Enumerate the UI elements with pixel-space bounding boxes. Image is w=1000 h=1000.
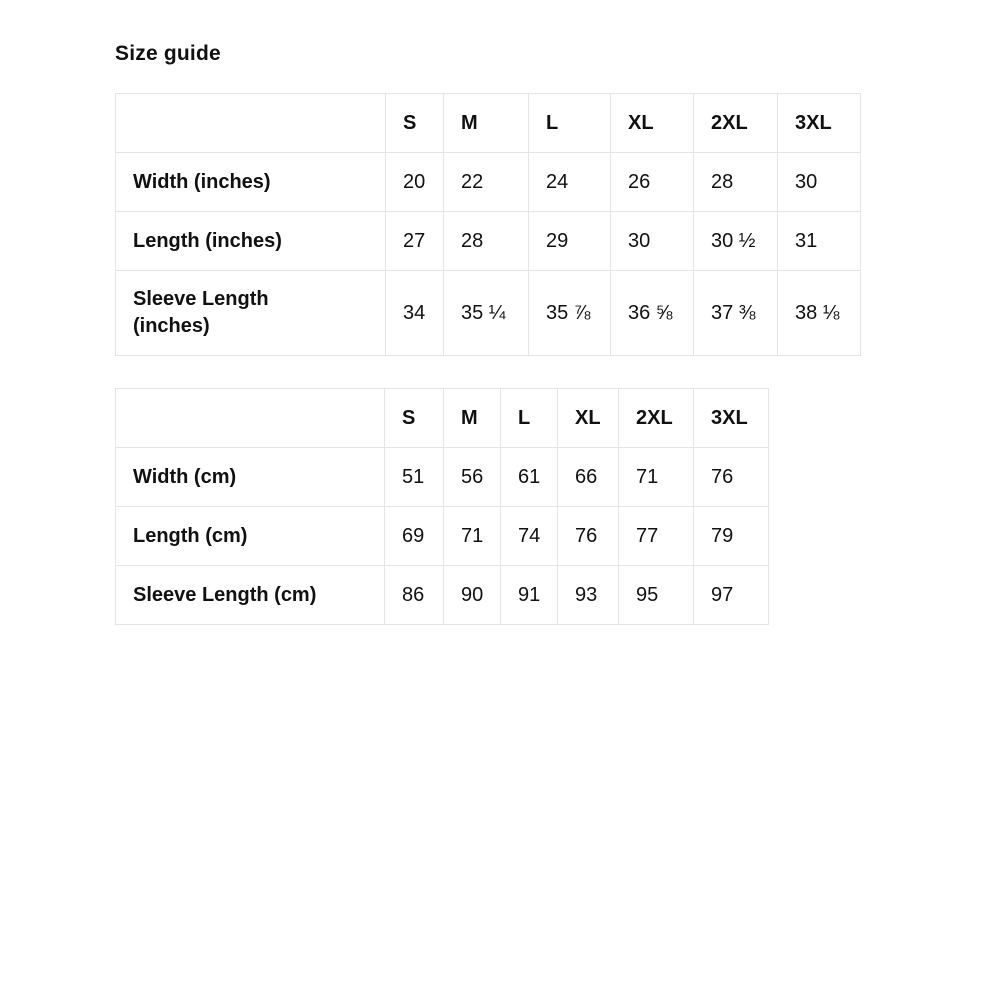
size-value-cell: 22 [444, 153, 529, 212]
size-value-cell: 74 [501, 507, 558, 566]
size-value-cell: 31 [778, 212, 861, 271]
size-value-cell: 77 [619, 507, 694, 566]
row-label: Sleeve Length (cm) [116, 566, 385, 625]
column-header-l: L [529, 94, 611, 153]
size-value-cell: 20 [386, 153, 444, 212]
column-header-2xl: 2XL [694, 94, 778, 153]
size-value-cell: 61 [501, 448, 558, 507]
size-value-cell: 69 [385, 507, 444, 566]
size-value-cell: 95 [619, 566, 694, 625]
size-value-cell: 30 ½ [694, 212, 778, 271]
corner-cell [116, 389, 385, 448]
size-value-cell: 76 [694, 448, 769, 507]
table-row-width-cm [116, 448, 769, 507]
size-value-cell: 51 [385, 448, 444, 507]
column-header-3xl: 3XL [694, 389, 769, 448]
size-value-cell: 35 ⅞ [529, 271, 611, 356]
page-title: Size guide [115, 42, 221, 65]
table-header-row [116, 94, 861, 153]
column-header-s: S [385, 389, 444, 448]
table-row-sleeve-cm [116, 566, 769, 625]
size-table-cm [115, 388, 769, 625]
row-label-text: Sleeve Length (inches) [133, 288, 269, 337]
row-label [116, 212, 386, 271]
size-value-cell: 36 ⅝ [611, 271, 694, 356]
row-label [116, 153, 386, 212]
size-value-cell: 93 [558, 566, 619, 625]
column-header-xl: XL [558, 389, 619, 448]
size-value-cell: 28 [444, 212, 529, 271]
row-label-text: Length (inches) [133, 229, 282, 252]
size-value-cell: 35 ¼ [444, 271, 529, 356]
size-value-cell: 97 [694, 566, 769, 625]
size-value-cell: 71 [619, 448, 694, 507]
row-label-text: Width (inches) [133, 170, 271, 193]
size-value-cell: 30 [778, 153, 861, 212]
size-value-cell: 37 ⅜ [694, 271, 778, 356]
column-header-3xl: 3XL [778, 94, 861, 153]
size-value-cell: 76 [558, 507, 619, 566]
size-value-cell: 91 [501, 566, 558, 625]
column-header-l: L [501, 389, 558, 448]
table-header-row [116, 389, 769, 448]
row-label: Width (cm) [116, 448, 385, 507]
size-value-cell: 38 ⅛ [778, 271, 861, 356]
size-value-cell: 24 [529, 153, 611, 212]
size-value-cell: 86 [385, 566, 444, 625]
table-row-length-cm [116, 507, 769, 566]
size-value-cell: 79 [694, 507, 769, 566]
size-value-cell: 56 [444, 448, 501, 507]
size-value-cell: 71 [444, 507, 501, 566]
corner-cell [116, 94, 386, 153]
column-header-xl: XL [611, 94, 694, 153]
table-row-width-inches [116, 153, 861, 212]
size-value-cell: 29 [529, 212, 611, 271]
column-header-s: S [386, 94, 444, 153]
size-value-cell: 26 [611, 153, 694, 212]
size-value-cell: 27 [386, 212, 444, 271]
column-header-m: M [444, 389, 501, 448]
size-table-inches [115, 93, 861, 356]
size-value-cell: 30 [611, 212, 694, 271]
row-label: Length (cm) [116, 507, 385, 566]
row-label [116, 271, 386, 356]
table-row-sleeve-inches [116, 271, 861, 356]
column-header-2xl: 2XL [619, 389, 694, 448]
table-row-length-inches [116, 212, 861, 271]
size-value-cell: 34 [386, 271, 444, 356]
column-header-m: M [444, 94, 529, 153]
size-value-cell: 28 [694, 153, 778, 212]
size-value-cell: 90 [444, 566, 501, 625]
size-value-cell: 66 [558, 448, 619, 507]
